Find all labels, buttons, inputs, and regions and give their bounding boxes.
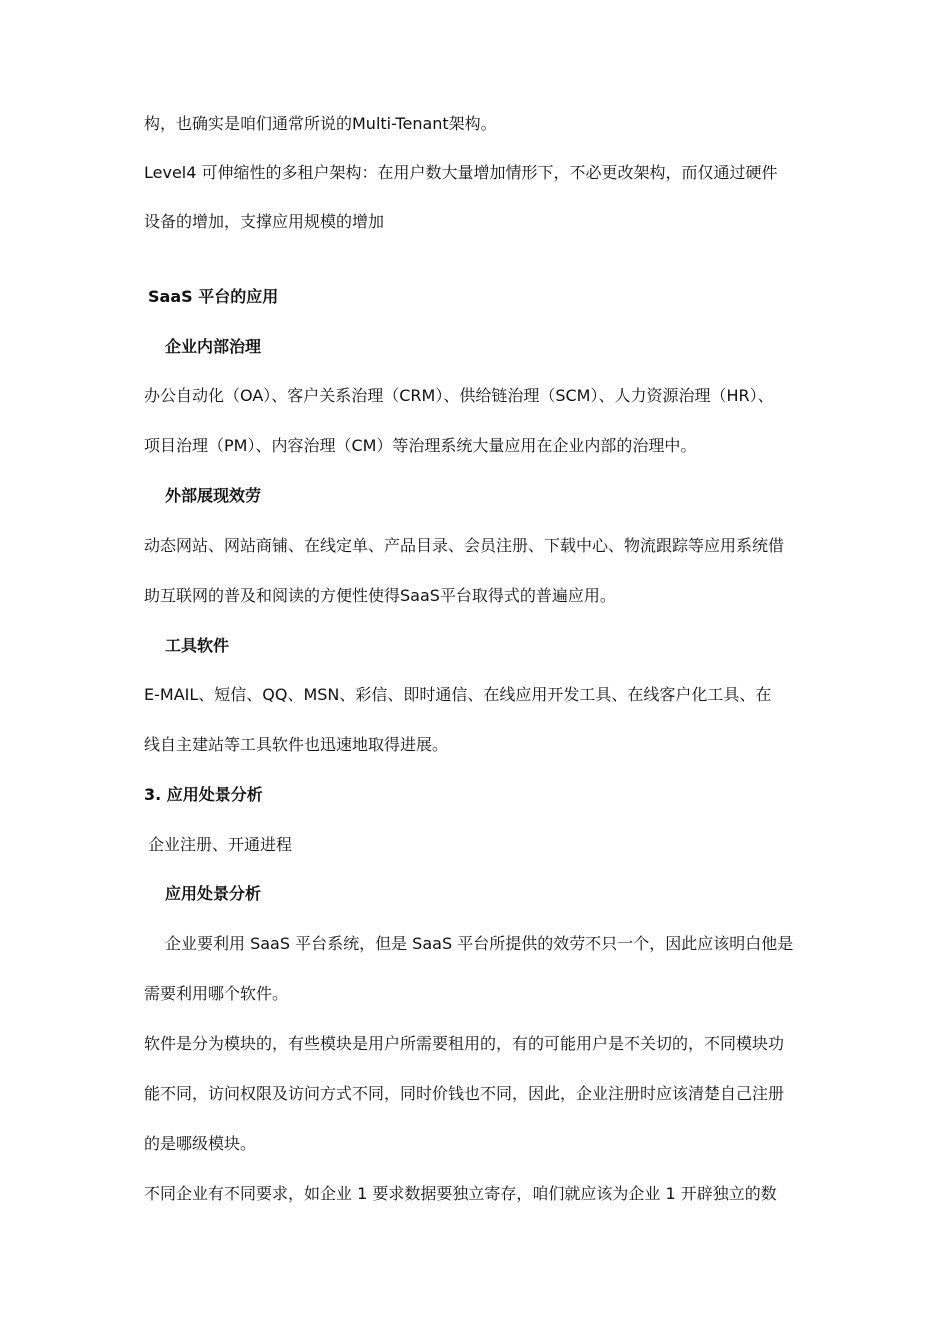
section-heading: 3. 应用处景分析: [144, 785, 263, 804]
section-heading: SaaS 平台的应用: [148, 287, 279, 306]
paragraph-line: 动态网站、网站商铺、在线定单、产品目录、会员注册、下载中心、物流跟踪等应用系统借: [144, 536, 785, 555]
paragraph-line: 企业注册、开通进程: [148, 835, 293, 854]
subsection-heading: 工具软件: [165, 636, 230, 655]
paragraph-line: 能不同，访问权限及访问方式不同，同时价钱也不同，因此，企业注册时应该清楚自己注册: [144, 1084, 785, 1103]
paragraph-line: 助互联网的普及和阅读的方便性使得SaaS平台取得式的普遍应用。: [144, 586, 616, 605]
paragraph-line: E-MAIL、短信、QQ、MSN、彩信、即时通信、在线应用开发工具、在线客户化工具、在: [144, 685, 772, 704]
subsection-heading: 外部展现效劳: [165, 486, 262, 505]
paragraph-line: 线自主建站等工具软件也迅速地取得进展。: [144, 735, 449, 754]
paragraph-line: 企业要利用 SaaS 平台系统，但是 SaaS 平台所提供的效劳不只一个，因此应该明白他是: [165, 934, 794, 953]
paragraph-line: 项目治理（PM）、内容治理（CM）等治理系统大量应用在企业内部的治理中。: [144, 436, 697, 455]
paragraph-line: 办公自动化（OA）、客户关系治理（CRM）、供给链治理（SCM）、人力资源治理（HR）、: [144, 386, 774, 405]
paragraph-line: Level4 可伸缩性的多租户架构：在用户数大量增加情形下，不必更改架构，而仅通过硬件: [144, 163, 778, 182]
paragraph-line: 软件是分为模块的，有些模块是用户所需要租用的，有的可能用户是不关切的，不同模块功: [144, 1034, 785, 1053]
paragraph-line: 需要利用哪个软件。: [144, 984, 289, 1003]
subsection-heading: 应用处景分析: [165, 884, 262, 903]
paragraph-line: 构，也确实是咱们通常所说的Multi-Tenant架构。: [144, 114, 497, 133]
paragraph-line: 的是哪级模块。: [144, 1134, 257, 1153]
paragraph-line: 设备的增加，支撑应用规模的增加: [144, 212, 385, 231]
subsection-heading: 企业内部治理: [165, 337, 262, 356]
paragraph-line: 不同企业有不同要求，如企业 1 要求数据要独立寄存，咱们就应该为企业 1 开辟独立的数: [144, 1184, 777, 1203]
